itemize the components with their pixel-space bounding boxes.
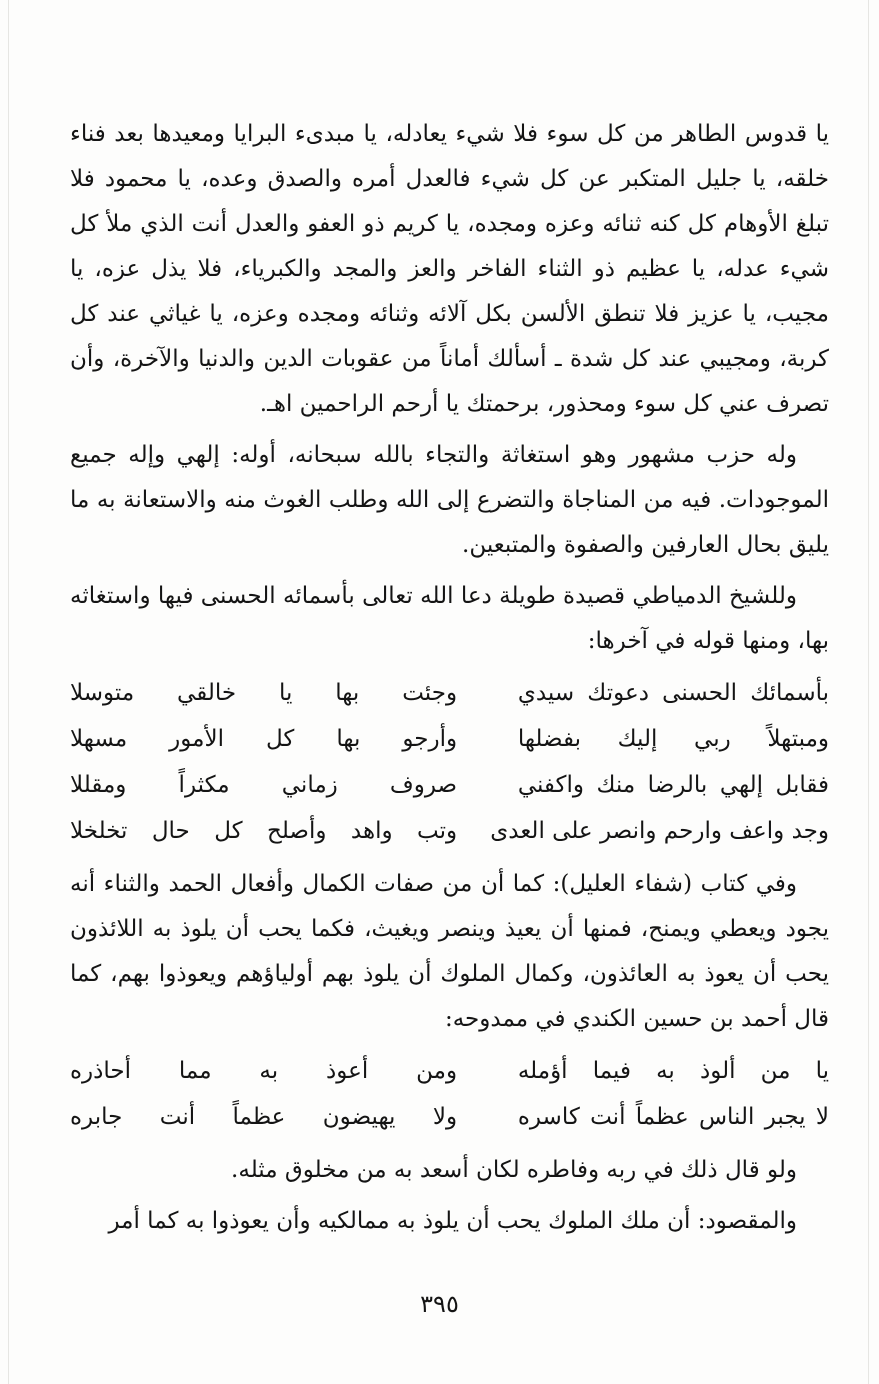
poem-verse bbox=[70, 808, 829, 854]
comment-paragraph: ولو قال ذلك في ربه وفاطره لكان أسعد به من مخلوق مثله. bbox=[231, 1157, 797, 1183]
page-number: ٣٩٥ bbox=[420, 1290, 459, 1318]
shifa-alalil-paragraph: وفي كتاب (شفاء العليل): كما أن من صفات الكمال وأفعال الحمد والثناء أنه يجود ويعطي ويمنح، فمنها أن يعيذ وينصر ويغيث، فكما يحب أن يلوذ به اللائذون يحب أن يعوذ به العائذون، وكمال الملوك أن يلوذ بهم أولياؤهم ويعوذوا بهم، كما قال أحمد بن حسين الكندي في ممدوحه: bbox=[70, 871, 829, 1032]
verse-second-hemistich: وأرجو بها كل الأمور مسهلا bbox=[70, 726, 458, 752]
page-edge-left bbox=[8, 0, 9, 1384]
verse-first-hemistich: وجد واعف وارحم وانصر على العدى bbox=[490, 818, 829, 844]
verse-second-hemistich: ومن أعوذ به مما أحاذره bbox=[70, 1058, 458, 1084]
prayer-paragraph: يا قدوس الطاهر من كل سوء فلا شيء يعادله، يا مبدىء البرايا ومعيدها بعد فناء خلقه، يا جليل المتكبر عن كل شيء فالعدل أمره والصدق وعده، يا محمود فلا تبلغ الأوهام كل كنه ثنائه وعزه ومجده، يا كريم ذو العفو والعدل أنت الذي ملأ كل شيء عدله، يا عظيم ذو الثناء الفاخر والعز والمجد والكبرياء، فلا يذل عزه، يا مجيب، يا عزيز فلا تنطق الألسن بكل آلائه وثنائه ومجده وعزه، يا غياثي عند كل كربة، ومجيبي عند كل شدة ـ أسألك أماناً من عقوبات الدين والدنيا والآخرة، وأن تصرف عني كل سوء ومحذور، برحمتك يا أرحم الراحمين اهـ. bbox=[70, 121, 830, 417]
verse-first-hemistich: لا يجبر الناس عظماً أنت كاسره bbox=[517, 1104, 829, 1130]
verse-second-hemistich: ولا يهيضون عظماً أنت جابره bbox=[70, 1104, 458, 1130]
poem-dimyati bbox=[70, 670, 829, 854]
verse-first-hemistich: فقابل إلهي بالرضا منك واكفني bbox=[517, 772, 829, 798]
conclusion-paragraph: والمقصود: أن ملك الملوك يحب أن يلوذ به ممالكيه وأن يعوذوا به كما أمر bbox=[108, 1208, 797, 1234]
poem-verse bbox=[70, 1094, 829, 1140]
verse-first-hemistich: يا من ألوذ به فيما أؤمله bbox=[517, 1058, 829, 1084]
verse-second-hemistich: صروف زماني مكثراً ومقللا bbox=[70, 772, 458, 798]
main-text-block bbox=[70, 112, 829, 1250]
poem-verse bbox=[70, 1048, 829, 1094]
poem-kindi bbox=[70, 1048, 829, 1140]
hizb-paragraph: وله حزب مشهور وهو استغاثة والتجاء بالله سبحانه، أوله: إلهي وإله جميع الموجودات. فيه من المناجاة والتضرع إلى الله وطلب الغوث منه والاستعانة به ما يليق بحال العارفين والصفوة والمتبعين. bbox=[70, 442, 829, 558]
page-edge-right bbox=[868, 0, 869, 1384]
verse-first-hemistich: بأسمائك الحسنى دعوتك سيدي bbox=[517, 680, 829, 706]
poem-verse bbox=[70, 716, 829, 762]
dimyati-paragraph: وللشيخ الدمياطي قصيدة طويلة دعا الله تعالى بأسمائه الحسنى فيها واستغاثه بها، ومنها قوله في آخرها: bbox=[70, 583, 829, 654]
verse-second-hemistich: وجئت بها يا خالقي متوسلا bbox=[70, 680, 458, 706]
poem-verse bbox=[70, 670, 829, 716]
verse-second-hemistich: وتب واهد وأصلح كل حال تخلخلا bbox=[70, 818, 458, 844]
verse-first-hemistich: ومبتهلاً ربي إليك بفضلها bbox=[517, 726, 829, 752]
poem-verse bbox=[70, 762, 829, 808]
